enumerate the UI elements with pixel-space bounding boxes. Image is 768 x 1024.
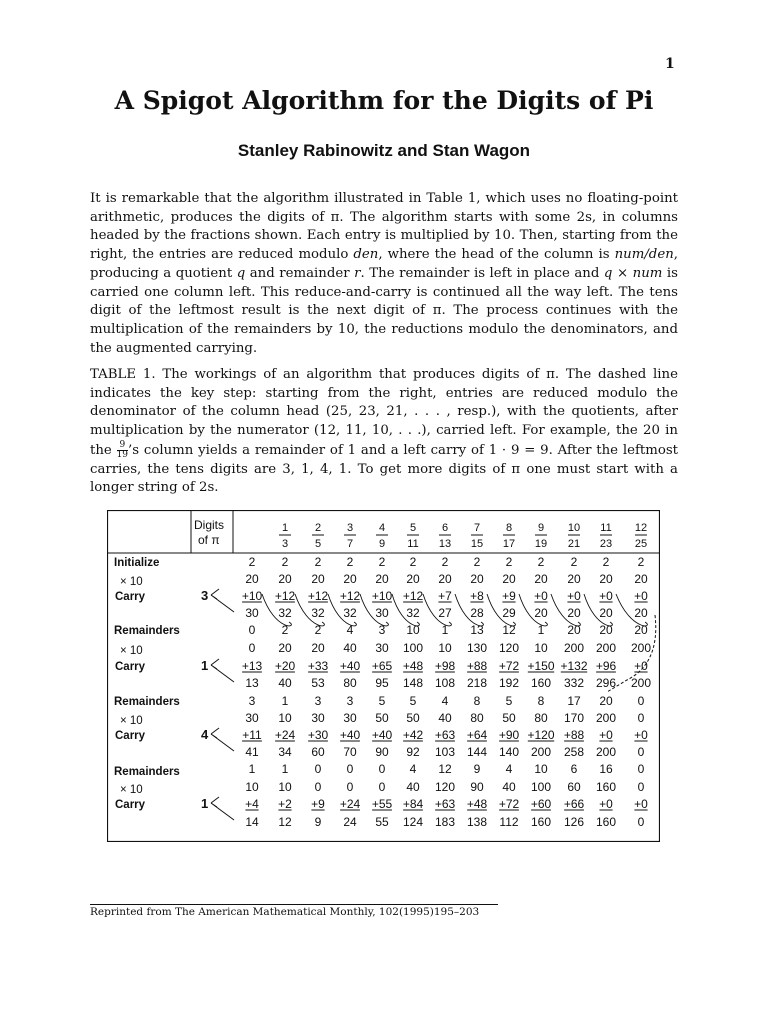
carry-cell: +90: [498, 728, 520, 742]
value-cell: 70: [343, 745, 357, 759]
carry-cell: +0: [634, 728, 648, 742]
value-cell: 13: [470, 623, 484, 637]
value-cell: 20: [599, 694, 613, 708]
value-cell: 41: [245, 745, 259, 759]
value-cell: 258: [563, 745, 585, 759]
carry-cell: +24: [339, 797, 361, 811]
carry-cell: +48: [466, 797, 488, 811]
value-cell: 332: [563, 676, 585, 690]
carry-cell: +72: [498, 659, 520, 673]
value-cell: 126: [563, 815, 585, 829]
value-cell: 30: [311, 711, 325, 725]
row-label: Remainders: [114, 766, 180, 778]
carry-cell: +12: [339, 589, 361, 603]
value-cell: 20: [343, 572, 357, 586]
carry-cell: +72: [498, 797, 520, 811]
carry-cell: +40: [339, 659, 361, 673]
digits-header-pi: of π: [198, 533, 220, 547]
value-cell: 3: [346, 694, 354, 708]
value-cell: 90: [470, 780, 484, 794]
value-cell: 148: [402, 676, 424, 690]
carry-cell: +2: [278, 797, 292, 811]
value-cell: 20: [278, 641, 292, 655]
fraction-numerator: 1: [281, 522, 289, 534]
value-cell: 20: [278, 572, 292, 586]
fraction-numerator: 10: [567, 522, 581, 534]
value-cell: 2: [314, 623, 322, 637]
value-cell: 30: [245, 606, 259, 620]
carry-cell: +0: [599, 589, 613, 603]
row-label: × 10: [120, 715, 143, 727]
value-cell: 160: [530, 676, 552, 690]
value-cell: 1: [281, 762, 289, 776]
value-cell: 2: [602, 555, 610, 569]
fraction-numerator: 12: [634, 522, 648, 534]
value-cell: 90: [375, 745, 389, 759]
carry-cell: +20: [274, 659, 296, 673]
value-cell: 55: [375, 815, 389, 829]
carry-cell: +66: [563, 797, 585, 811]
value-cell: 8: [473, 694, 481, 708]
value-cell: 0: [637, 780, 645, 794]
value-cell: 5: [505, 694, 513, 708]
value-cell: 32: [406, 606, 420, 620]
value-cell: 218: [466, 676, 488, 690]
value-cell: 20: [534, 606, 548, 620]
carry-cell: +84: [402, 797, 424, 811]
value-cell: 2: [314, 555, 322, 569]
row-label: × 10: [120, 784, 143, 796]
value-cell: 160: [530, 815, 552, 829]
fraction-denominator: 5: [314, 538, 322, 550]
value-cell: 9: [314, 815, 322, 829]
value-cell: 10: [278, 711, 292, 725]
fraction-denominator: 17: [502, 538, 516, 550]
value-cell: 20: [311, 572, 325, 586]
value-cell: 0: [346, 762, 354, 776]
carry-cell: +120: [527, 728, 555, 742]
value-cell: 5: [378, 694, 386, 708]
value-cell: 10: [534, 641, 548, 655]
page-number: 1: [665, 56, 675, 72]
fraction-numerator: 6: [441, 522, 449, 534]
value-cell: 144: [466, 745, 488, 759]
value-cell: 12: [438, 762, 452, 776]
carry-cell: +40: [371, 728, 393, 742]
carry-cell: +88: [563, 728, 585, 742]
value-cell: 20: [634, 572, 648, 586]
value-cell: 50: [406, 711, 420, 725]
carry-cell: +30: [307, 728, 329, 742]
carry-cell: +24: [274, 728, 296, 742]
value-cell: 0: [314, 780, 322, 794]
value-cell: 0: [314, 762, 322, 776]
fraction-denominator: 9: [378, 538, 386, 550]
value-cell: 32: [311, 606, 325, 620]
intro-paragraph: It is remarkable that the algorithm illustrated in Table 1, which uses no floating-point arithmetic, produces the digits of π. The algorithm starts with some 2s, in columns headed by the fractions shown. Each entry is multiplied by 10. Then, starting from the right, the entries are reduced modulo den, where the head of the column is num/den, producing a quotient q and remainder r. The remainder is left in place and q × num is carried one column left. This reduce-and-carry is continued all the way left. The tens digit of the leftmost result is the next digit of π. The process continues with the multiplication of the remainders by 10, the reductions modulo the denominators, and the augmented carrying.: [90, 191, 678, 356]
pi-digit: 4: [201, 727, 209, 742]
value-cell: 20: [311, 641, 325, 655]
digits-header: Digits: [194, 518, 225, 532]
row-label: Remainders: [114, 625, 180, 637]
fraction-denominator: 7: [346, 538, 354, 550]
value-cell: 2: [537, 555, 545, 569]
carry-cell: +88: [466, 659, 488, 673]
value-cell: 2: [441, 555, 449, 569]
value-cell: 0: [637, 694, 645, 708]
value-cell: 160: [595, 815, 617, 829]
carry-cell: +7: [438, 589, 452, 603]
value-cell: 10: [406, 623, 420, 637]
value-cell: 8: [537, 694, 545, 708]
carry-cell: +60: [530, 797, 552, 811]
value-cell: 130: [466, 641, 488, 655]
value-cell: 5: [409, 694, 417, 708]
carry-cell: +63: [434, 797, 456, 811]
row-label: Remainders: [114, 696, 180, 708]
carry-cell: +98: [434, 659, 456, 673]
value-cell: 2: [505, 555, 513, 569]
value-cell: 6: [570, 762, 578, 776]
value-cell: 170: [563, 711, 585, 725]
fraction-numerator: 8: [505, 522, 513, 534]
fraction-numerator: 7: [473, 522, 481, 534]
value-cell: 32: [343, 606, 357, 620]
carry-cell: +10: [371, 589, 393, 603]
fraction-denominator: 21: [567, 538, 581, 550]
value-cell: 0: [248, 623, 256, 637]
carry-cell: +10: [241, 589, 263, 603]
value-cell: 10: [245, 780, 259, 794]
value-cell: 200: [563, 641, 585, 655]
footnote: Reprinted from The American Mathematical Monthly, 102(1995)195–203: [90, 906, 480, 918]
pi-digit: 1: [201, 658, 209, 673]
carry-cell: +0: [634, 659, 648, 673]
carry-cell: +9: [502, 589, 516, 603]
carry-cell: +0: [599, 797, 613, 811]
value-cell: 95: [375, 676, 389, 690]
carry-cell: +65: [371, 659, 393, 673]
value-cell: 2: [346, 555, 354, 569]
fraction-denominator: 15: [470, 538, 484, 550]
value-cell: 20: [634, 623, 648, 637]
value-cell: 0: [248, 641, 256, 655]
value-cell: 20: [375, 572, 389, 586]
caption-fraction: $\frac{9}{19}$: [116, 439, 129, 460]
value-cell: 80: [534, 711, 548, 725]
value-cell: 32: [278, 606, 292, 620]
spigot-table-figure: [107, 510, 660, 842]
value-cell: 40: [502, 780, 516, 794]
value-cell: 60: [567, 780, 581, 794]
value-cell: 30: [343, 711, 357, 725]
value-cell: 13: [245, 676, 259, 690]
value-cell: 103: [434, 745, 456, 759]
value-cell: 200: [630, 641, 652, 655]
row-label: Carry: [115, 730, 146, 742]
carry-cell: +55: [371, 797, 393, 811]
value-cell: 4: [441, 694, 449, 708]
fraction-numerator: 5: [409, 522, 417, 534]
digit-arrow: [211, 728, 234, 751]
fraction-numerator: 4: [378, 522, 386, 534]
value-cell: 3: [314, 694, 322, 708]
value-cell: 20: [567, 572, 581, 586]
value-cell: 20: [534, 572, 548, 586]
value-cell: 4: [346, 623, 354, 637]
value-cell: 0: [637, 815, 645, 829]
value-cell: 160: [595, 780, 617, 794]
value-cell: 34: [278, 745, 292, 759]
fraction-denominator: 13: [438, 538, 452, 550]
value-cell: 124: [402, 815, 424, 829]
value-cell: 2: [473, 555, 481, 569]
pi-digit: 1: [201, 796, 209, 811]
carry-cell: +13: [241, 659, 263, 673]
value-cell: 200: [530, 745, 552, 759]
digit-arrow: [211, 797, 234, 820]
value-cell: 29: [502, 606, 516, 620]
value-cell: 60: [311, 745, 325, 759]
value-cell: 4: [505, 762, 513, 776]
value-cell: 10: [438, 641, 452, 655]
carry-cell: +8: [470, 589, 484, 603]
value-cell: 20: [502, 572, 516, 586]
value-cell: 112: [499, 815, 519, 829]
value-cell: 100: [530, 780, 552, 794]
carry-cell: +48: [402, 659, 424, 673]
value-cell: 296: [595, 676, 617, 690]
value-cell: 200: [630, 676, 652, 690]
value-cell: 20: [634, 606, 648, 620]
value-cell: 12: [278, 815, 292, 829]
carry-cell: +12: [402, 589, 424, 603]
value-cell: 200: [595, 641, 617, 655]
value-cell: 183: [434, 815, 456, 829]
carry-cell: +12: [307, 589, 329, 603]
carry-cell: +11: [242, 728, 262, 742]
value-cell: 14: [245, 815, 259, 829]
value-cell: 80: [470, 711, 484, 725]
carry-cell: +63: [434, 728, 456, 742]
value-cell: 200: [595, 745, 617, 759]
value-cell: 0: [637, 745, 645, 759]
value-cell: 9: [473, 762, 481, 776]
value-cell: 20: [470, 572, 484, 586]
digit-arrow: [211, 659, 234, 682]
paper-title: A Spigot Algorithm for the Digits of Pi: [114, 86, 654, 115]
value-cell: 40: [438, 711, 452, 725]
value-cell: 20: [567, 623, 581, 637]
value-cell: 120: [434, 780, 456, 794]
value-cell: 120: [498, 641, 520, 655]
fraction-denominator: 23: [599, 538, 613, 550]
value-cell: 1: [248, 762, 256, 776]
fraction-numerator: 11: [600, 522, 612, 534]
value-cell: 200: [595, 711, 617, 725]
value-cell: 17: [567, 694, 581, 708]
row-label: × 10: [120, 645, 143, 657]
value-cell: 1: [441, 623, 449, 637]
fraction-numerator: 2: [314, 522, 322, 534]
carry-cell: +42: [402, 728, 424, 742]
value-cell: 192: [498, 676, 520, 690]
carry-cell: +4: [245, 797, 259, 811]
carry-cell: +33: [307, 659, 329, 673]
row-label: × 10: [120, 576, 143, 588]
value-cell: 28: [470, 606, 484, 620]
value-cell: 0: [378, 762, 386, 776]
carry-cell: +0: [567, 589, 581, 603]
fraction-denominator: 11: [407, 538, 419, 550]
row-label: Initialize: [114, 557, 160, 569]
row-label: Carry: [115, 799, 146, 811]
value-cell: 0: [346, 780, 354, 794]
carry-cell: +12: [274, 589, 296, 603]
value-cell: 30: [375, 606, 389, 620]
value-cell: 20: [567, 606, 581, 620]
value-cell: 50: [502, 711, 516, 725]
carry-cell: +9: [311, 797, 325, 811]
value-cell: 3: [378, 623, 386, 637]
value-cell: 10: [534, 762, 548, 776]
value-cell: 0: [637, 762, 645, 776]
fraction-denominator: 25: [634, 538, 648, 550]
value-cell: 16: [599, 762, 613, 776]
value-cell: 20: [438, 572, 452, 586]
carry-cell: +96: [595, 659, 617, 673]
value-cell: 2: [378, 555, 386, 569]
value-cell: 2: [409, 555, 417, 569]
value-cell: 0: [378, 780, 386, 794]
carry-cell: +0: [599, 728, 613, 742]
value-cell: 2: [281, 555, 289, 569]
value-cell: 20: [599, 606, 613, 620]
fraction-denominator: 3: [281, 538, 289, 550]
value-cell: 40: [343, 641, 357, 655]
value-cell: 0: [637, 711, 645, 725]
carry-cell: +132: [560, 659, 588, 673]
value-cell: 40: [406, 780, 420, 794]
carry-cell: +40: [339, 728, 361, 742]
value-cell: 53: [311, 676, 325, 690]
value-cell: 2: [570, 555, 578, 569]
value-cell: 108: [434, 676, 456, 690]
value-cell: 2: [637, 555, 645, 569]
value-cell: 30: [245, 711, 259, 725]
value-cell: 1: [281, 694, 289, 708]
value-cell: 80: [343, 676, 357, 690]
fraction-numerator: 3: [346, 522, 354, 534]
value-cell: 92: [406, 745, 420, 759]
value-cell: 1: [537, 623, 545, 637]
digit-arrow: [211, 589, 234, 612]
row-label: Carry: [115, 591, 146, 603]
value-cell: 12: [502, 623, 516, 637]
pi-digit: 3: [201, 588, 209, 603]
value-cell: 140: [498, 745, 520, 759]
value-cell: 20: [599, 572, 613, 586]
value-cell: 2: [248, 555, 256, 569]
carry-cell: +150: [527, 659, 555, 673]
value-cell: 20: [599, 623, 613, 637]
value-cell: 138: [466, 815, 488, 829]
fraction-denominator: 19: [534, 538, 548, 550]
value-cell: 30: [375, 641, 389, 655]
footnote-rule: [90, 904, 498, 905]
carry-cell: +0: [634, 797, 648, 811]
value-cell: 27: [438, 606, 452, 620]
carry-cell: +0: [534, 589, 548, 603]
row-label: Carry: [115, 661, 146, 673]
carry-cell: +0: [634, 589, 648, 603]
paper-authors: Stanley Rabinowitz and Stan Wagon: [237, 141, 531, 160]
value-cell: 2: [281, 623, 289, 637]
value-cell: 3: [248, 694, 256, 708]
value-cell: 20: [245, 572, 259, 586]
value-cell: 100: [402, 641, 424, 655]
table-caption: TABLE 1. The workings of an algorithm that produces digits of π. The dashed line indicates the key step: starting from the right, entries are reduced modulo the denominator of the column head (25, 23, 21, . . . , resp.), with the quotients, after multiplication by the numerator (12, 11, 10, . . .), carried left. For example, the 20 in the $\frac{9}{19}$ ’s column yields a remainder of 1 and a left carry of 1 · 9 = 9. After the leftmost carries, the tens digits are 3, 1, 4, 1. To get more digits of π one must start with a longer string of 2s.: [90, 367, 678, 496]
carry-cell: +64: [466, 728, 488, 742]
value-cell: 20: [406, 572, 420, 586]
value-cell: 40: [278, 676, 292, 690]
value-cell: 24: [343, 815, 357, 829]
value-cell: 4: [409, 762, 417, 776]
fraction-numerator: 9: [537, 522, 545, 534]
value-cell: 50: [375, 711, 389, 725]
value-cell: 10: [278, 780, 292, 794]
